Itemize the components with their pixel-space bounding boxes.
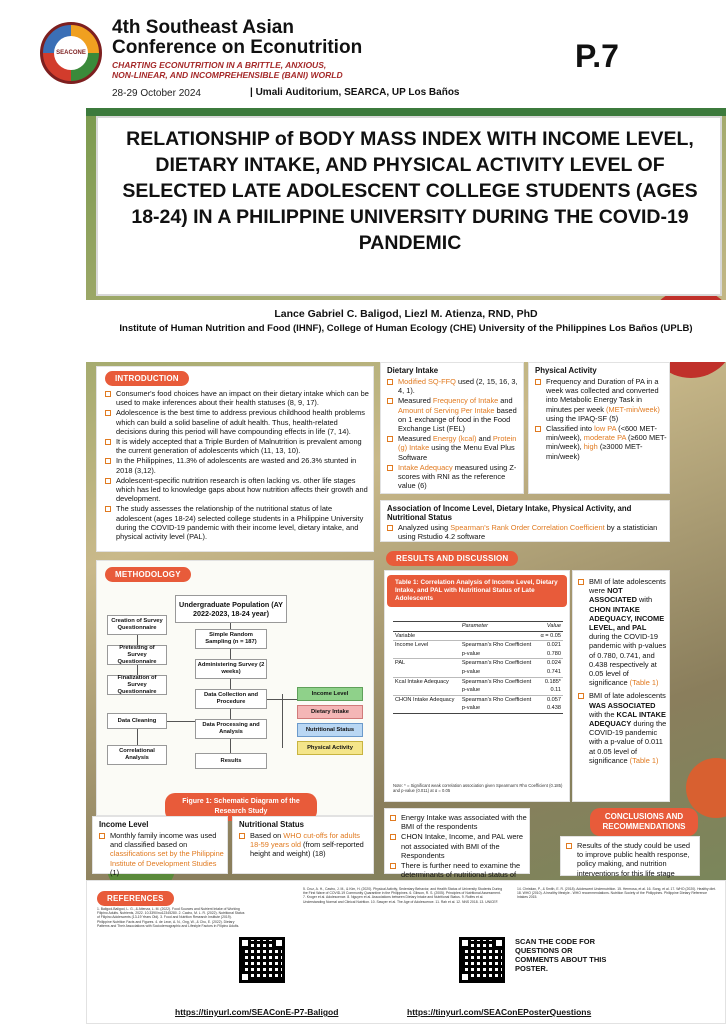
results-box: Results	[195, 753, 267, 769]
table-row	[393, 631, 563, 641]
table-cell	[460, 631, 537, 641]
conference-title-line-1: 4th Southeast Asian	[112, 17, 294, 38]
qr-code-questions[interactable]	[459, 937, 505, 983]
theme-line-1: CHARTING ECONUTRITION IN A BRITTLE, ANXIOUS,	[112, 60, 327, 70]
highlight-text: high	[583, 442, 598, 452]
association-title: Association of Income Level, Dietary Intake, Physical Activity, and Nutritional Status	[387, 504, 632, 522]
table-cell: Variable	[395, 632, 416, 639]
table-cell: 0.021	[537, 641, 563, 650]
table-cell: PAL	[393, 659, 460, 677]
bmi-findings-list	[578, 577, 668, 766]
table-header-row	[393, 622, 563, 632]
nutritional-ref: (from self-reported height and weight) (18)	[250, 840, 364, 859]
list-item	[105, 476, 369, 504]
checkbox-bullet-icon	[99, 833, 105, 839]
table-row	[393, 695, 563, 704]
physical-activity-title: Physical Activity	[535, 366, 597, 375]
dietary-intake-box: Dietary Intake	[297, 705, 363, 719]
processing-box: Data Processing and Analysis	[195, 719, 267, 739]
list-item	[99, 831, 225, 877]
pretesting-box: Pretesting of Survey Questionnaire	[107, 645, 167, 665]
checkbox-bullet-icon	[105, 458, 111, 464]
conference-title-line-2: Conference on Econutrition	[112, 37, 363, 58]
checkbox-bullet-icon	[578, 579, 584, 585]
list-item	[566, 841, 698, 878]
conference-header	[0, 0, 726, 108]
item-text: BMI of late adolescents were	[589, 577, 666, 596]
highlight-text: Spearman's Rank Order Correlation Coefficient	[450, 523, 605, 532]
population-box: Undergraduate Population (AY 2022-2023, 18-24 year)	[175, 595, 287, 623]
item-text: Results of the study could be used to improve public health response, policy making, and nutrition interventions for this life stage	[577, 841, 690, 878]
conclusions-panel	[560, 836, 700, 876]
item-text: by a statistician using Rstudio 4.2 software	[398, 523, 658, 542]
item-text: using the IPAQ-SF (5)	[546, 413, 619, 423]
list-item	[535, 377, 667, 423]
scan-instructions: SCAN THE CODE FOR QUESTIONS OR COMMENTS ABOUT THIS POSTER.	[515, 937, 607, 973]
table-cell: 0.741	[547, 668, 561, 675]
item-text: Measured	[398, 434, 433, 444]
item-text: (<600 MET-min/week),	[546, 424, 657, 443]
list-item-text: Adolescent-specific nutrition research is often lacking vs. other life stages which has led to knowledge gaps about how nutrition affects their growth and development.	[116, 475, 368, 504]
physical-activity-box: Physical Activity	[297, 741, 363, 755]
table-cell: Spearman's Rho Coefficient	[460, 677, 537, 686]
checkbox-bullet-icon	[390, 863, 396, 869]
table-cell: 0.438	[547, 705, 561, 712]
item-text: measured using Z-scores with RNI as the reference value (6)	[398, 462, 517, 491]
item-text: CHON Intake, Income, and PAL were not associated with BMI of the Respondents	[401, 832, 523, 860]
references-panel	[86, 880, 726, 1024]
header-divider	[86, 108, 726, 116]
conclusions-tag-line-1: CONCLUSIONS AND	[604, 812, 684, 821]
administering-box: Administering Survey (2 weeks)	[195, 659, 267, 679]
checkbox-bullet-icon	[105, 410, 111, 416]
checkbox-bullet-icon	[105, 391, 111, 397]
table-cell: Income Level	[393, 641, 460, 659]
introduction-list	[105, 389, 369, 542]
table-row	[393, 641, 563, 650]
income-level-panel	[92, 816, 228, 877]
item-text: with the	[589, 709, 617, 719]
checkbox-bullet-icon	[578, 693, 584, 699]
checkbox-bullet-icon	[390, 815, 396, 821]
authors: Lance Gabriel C. Baligod, Liezl M. Atienza, RND, PhD	[274, 308, 538, 320]
bold-text: KCAL INTAKE ADEQUACY	[589, 709, 666, 729]
highlight-text: Energy (kcal)	[432, 434, 477, 444]
income-level-box: Income Level	[297, 687, 363, 701]
list-item	[387, 463, 521, 491]
table-cell: p-value	[461, 668, 481, 675]
table-cell: Spearman's Rho Coefficient	[460, 695, 537, 704]
highlight-text: Intake Adequacy	[398, 462, 453, 472]
table-cell: p-value	[461, 705, 481, 712]
item-text: during the COVID-19 pandemic with a p-value of 0.011 at 0.05 level of significance	[589, 719, 667, 765]
checkbox-bullet-icon	[239, 833, 245, 839]
list-item	[390, 813, 528, 831]
collection-box: Data Collection and Procedure	[195, 689, 267, 709]
poster-title: RELATIONSHIP of BODY MASS INDEX WITH INCOME LEVEL, DIETARY INTAKE, AND PHYSICAL ACTIVITY LEVEL OF SELECTED LATE ADOLESCENT COLLEGE STUDENTS (AGES 18-24) IN A PHILIPPINE UNIVERSITY DURING THE COVID-19 PANDEMIC	[122, 128, 698, 254]
bold-text: CHON INTAKE ADEQUACY, INCOME LEVEL, and PAL	[589, 604, 665, 633]
table-cell: p-value	[461, 650, 481, 657]
income-level-list	[99, 831, 225, 878]
table-title: Table 1: Correlation Analysis of Income Level, Dietary Intake, and PAL with Nutritional Status of Late Adolescents	[387, 575, 567, 607]
table-header: Parameter	[460, 622, 537, 632]
checkbox-bullet-icon	[387, 465, 393, 471]
introduction-panel	[96, 366, 374, 552]
association-panel	[380, 500, 670, 542]
association-list	[387, 523, 667, 542]
list-item-text: It is widely accepted that a Triple Burden of Malnutrition is prevalent among the current generation of adolescents which (11, 13, 10).	[116, 437, 362, 456]
list-item	[105, 437, 369, 455]
logo-text: SEACONE	[54, 36, 88, 70]
item-text: Measured	[398, 396, 433, 406]
table-cell: CHON Intake Adequacy	[393, 695, 460, 713]
conclusions-tag-line-2: RECOMMENDATIONS	[602, 822, 686, 831]
discussion-panel	[384, 808, 530, 880]
table-header: Value	[537, 622, 563, 632]
list-item	[105, 389, 369, 407]
sampling-box: Simple Random Sampling (n = 187)	[195, 629, 267, 649]
item-text: Energy Intake was associated with the BMI of the respondents	[401, 813, 527, 832]
table-cell: Spearman's Rho Coefficient	[460, 659, 537, 668]
connector-line	[282, 694, 283, 748]
title-card	[96, 116, 722, 296]
table-cell: 0.11	[550, 687, 561, 694]
methodology-panel	[96, 560, 374, 816]
introduction-tag: INTRODUCTION	[105, 371, 189, 386]
results-table-panel	[384, 570, 570, 802]
checkbox-bullet-icon	[387, 398, 393, 404]
list-item	[105, 408, 369, 436]
income-highlight: classifications set by the Philippine Institute of Development Studies	[110, 849, 224, 868]
table-row	[393, 677, 563, 686]
connector-line	[137, 665, 138, 675]
income-text: Monthly family income was used and classified based on	[110, 831, 217, 850]
table-cell: Spearman's Rho Coefficient	[460, 641, 537, 650]
table-cell: p-value	[461, 687, 481, 694]
list-item	[387, 523, 667, 541]
dietary-intake-title: Dietary Intake	[387, 366, 439, 375]
item-text: using the Menu Eval Plus Software	[398, 443, 515, 462]
qr-code-paper[interactable]	[239, 937, 285, 983]
references-column-2: 5. Cruz, A. H., Castro, J. M., & Kim, H. (2020). Physical Activity, Sedentary Behavior, and Health Status of University Students During the First Wave of COVID-19 Community Quarantine in the Philippines. 6. Gibson, R. S. (2005). Principles of Nutritional Assessment. 7. Kroger et al. Adolescence. 8. Nguyen et al. Associations between Dietary Intake and Nutritional Status. 9. Rolfes et al. Understanding Normal and Clinical Nutrition. 10. Sawyer et al. The Age of Adolescence. 11. Rah et al. 12. NNS 2018. 13. UNICEF.	[303, 887, 503, 904]
physical-activity-panel	[528, 362, 670, 494]
conclusions-tag	[590, 808, 698, 836]
list-item	[387, 396, 521, 433]
finalization-box: Finalization of Survey Questionnaire	[107, 675, 167, 695]
connector-line	[230, 739, 231, 753]
income-ref: (1)	[110, 867, 120, 877]
list-item-text: The study assesses the relationship of the nutritional status of late adolescent (ages 18-24) selected college students in a Philippine University during the COVID-19 pandemic with their income level, dietary intake, and physical activity level (PAL).	[116, 504, 364, 542]
table-cell: 0.057	[537, 695, 563, 704]
table-cell: α = 0.05	[540, 632, 561, 639]
item-text: and	[476, 434, 493, 444]
discussion-list	[390, 813, 528, 890]
list-item	[239, 831, 371, 859]
item-text: (≥3000 MET-min/week)	[546, 442, 643, 461]
questions-url-link[interactable]: https://tinyurl.com/SEAConEPosterQuestions	[407, 1007, 592, 1017]
affiliation: Institute of Human Nutrition and Food (IHNF), College of Human Ecology (CHE) University of the Philippines Los Baños (UPLB)	[119, 323, 693, 334]
dietary-intake-panel	[380, 362, 524, 494]
conference-title	[112, 18, 532, 58]
list-item	[105, 504, 369, 541]
table-cell: 0.185*	[537, 677, 563, 686]
highlight-text: Amount of Serving Per Intake	[398, 405, 495, 415]
checkbox-bullet-icon	[105, 506, 111, 512]
connector-line	[230, 649, 231, 659]
methodology-tag: METHODOLOGY	[105, 567, 191, 582]
checkbox-bullet-icon	[535, 426, 541, 432]
table-note: Note: * = Significant weak correlation association given Spearman's Rho Coefficient (0.185) and p-value (0.011) at α = 0.05	[393, 783, 563, 793]
highlight-text: (Table 1)	[629, 755, 659, 765]
item-text: during the COVID-19 pandemic with p-values of 0.780, 0.741, and 0.438 respectively at 0.05 level of significance	[589, 632, 667, 688]
bold-text: NOT ASSOCIATED	[589, 586, 637, 605]
highlight-text: (MET-min/week)	[605, 404, 660, 414]
physical-activity-list	[535, 377, 667, 462]
highlight-text: Protein (g) Intake	[398, 434, 517, 453]
item-text: based on 1 exchange of food in the Food Exchange List (FEL)	[398, 405, 517, 434]
checkbox-bullet-icon	[535, 379, 541, 385]
list-item	[535, 424, 667, 461]
figure-caption: Figure 1: Schematic Diagram of the Research Study	[165, 793, 317, 821]
highlight-text: moderate PA	[583, 433, 626, 443]
connector-line	[167, 721, 195, 722]
list-item-text: Adolescence is the best time to address previous childhood health problems which can build a solid baseline of adult health. Thus, health-related decisions during this period will have compounding effects in life (7, 14).	[116, 408, 365, 436]
conclusions-list	[566, 841, 698, 879]
author-band	[86, 300, 726, 362]
item-text: Frequency and Duration of PA in a week was collected and converted into Metabolic Energy Task in minutes per week	[546, 377, 659, 414]
checkbox-bullet-icon	[387, 436, 393, 442]
item-text: There is further need to examine the determinants of nutritional status of	[401, 861, 521, 880]
references-tag: REFERENCES	[97, 891, 174, 906]
conference-venue: | Umali Auditorium, SEARCA, UP Los Baños	[250, 87, 460, 98]
item-text: (≥600 MET-min/week),	[546, 433, 667, 452]
cleaning-box: Data Cleaning	[107, 713, 167, 729]
dietary-intake-list	[387, 377, 521, 491]
creation-box: Creation of Survey Questionnaire	[107, 615, 167, 635]
highlight-text: Frequency of Intake	[432, 396, 499, 406]
bmi-findings-panel	[572, 570, 670, 802]
bold-text: WAS ASSOCIATED	[589, 700, 656, 710]
theme-line-2: NON-LINEAR, AND INCOMPREHENSIBLE (BANI) WORLD	[112, 70, 343, 80]
item-text: with	[636, 595, 653, 605]
nutritional-status-panel	[232, 816, 374, 874]
list-item	[105, 456, 369, 474]
nutritional-status-list	[239, 831, 371, 860]
connector-line	[230, 709, 231, 719]
paper-url-link[interactable]: https://tinyurl.com/SEAConE-P7-Baligod	[175, 1007, 339, 1017]
references-column-3: 14. Christian, P., & Smith, E. R. (2018). Adolescent Undernutrition. 15. Hermosa, et al. 16. Song, et al. 17. WHO (2020). Healthy diet. 18. WHO (2010). A healthy lifestyle - WHO recommendations. Nutrition Society of the Philippines. Philippine Dietary Reference Intakes 2015.	[517, 887, 716, 900]
correlational-box: Correlational Analysis	[107, 745, 167, 765]
table-row	[393, 659, 563, 668]
checkbox-bullet-icon	[387, 525, 393, 531]
nutritional-highlight: WHO cut-offs for adults 18-59 years old	[250, 831, 360, 850]
checkbox-bullet-icon	[105, 439, 111, 445]
conference-date: 28-29 October 2024	[112, 88, 201, 99]
poster-number: P.7	[575, 38, 619, 74]
list-item	[390, 832, 528, 860]
references-column-1: 1. Baligod-Baligod, L. G., & Atienza, L. M. (2022). Food Sources and Nutrient Intake of Working Filipino Adults. Nutrients, 2022. 10.3390/nu12345280. 2. Cacho, M. L. R. (2022). Nutritional Status of Filipino Adolescents (13-19 Years Old). 3. Food and Nutrition Research Institute (2019). Philippine Nutrition Facts and Figures. 4. de Leon, A. N., Ong, W., & Chu, E. (2022). Dietary Patterns and Their Associations with Sociodemographic and Lifestyle Factors in Filipino Adults.	[97, 907, 245, 928]
list-item	[387, 434, 521, 462]
list-item	[578, 577, 668, 687]
list-item	[578, 691, 668, 765]
table-cell: 0.780	[547, 650, 561, 657]
nutritional-text: Based on	[250, 831, 284, 840]
connector-line	[137, 729, 138, 745]
conference-theme	[112, 60, 492, 80]
list-item-text: In the Philippines, 11.3% of adolescents are wasted and 26.3% stunted in 2018 (3,12).	[116, 456, 357, 475]
checkbox-bullet-icon	[566, 843, 572, 849]
list-item	[387, 377, 521, 395]
highlight-text: low PA	[594, 424, 617, 434]
item-text: Analyzed using	[398, 523, 451, 532]
item-text: BMI of late adolescents	[589, 691, 666, 701]
nutritional-status-title: Nutritional Status	[239, 820, 304, 829]
highlight-text: Modified SQ-FFQ	[398, 377, 456, 386]
checkbox-bullet-icon	[390, 834, 396, 840]
table-header	[393, 622, 460, 632]
item-text: Classified into	[546, 424, 595, 434]
item-text: and	[498, 396, 513, 406]
connector-line	[137, 635, 138, 645]
connector-line	[230, 679, 231, 689]
table-cell: 0.024	[537, 659, 563, 668]
checkbox-bullet-icon	[387, 379, 393, 385]
nutritional-status-box: Nutritional Status	[297, 723, 363, 737]
correlation-table	[393, 621, 563, 714]
checkbox-bullet-icon	[105, 478, 111, 484]
connector-line	[230, 623, 231, 629]
conference-logo	[40, 22, 102, 84]
list-item-text: Consumer's food choices have an impact on their dietary intake which can be used to make inferences about their health statuses (8, 9, 17).	[116, 389, 369, 408]
results-tag: RESULTS AND DISCUSSION	[386, 551, 518, 566]
item-text: used (2, 15, 16, 3, 4, 1).	[398, 377, 518, 396]
income-level-title: Income Level	[99, 820, 149, 829]
highlight-text: (Table 1)	[629, 678, 659, 688]
table-cell: Kcal Intake Adequacy	[393, 677, 460, 695]
